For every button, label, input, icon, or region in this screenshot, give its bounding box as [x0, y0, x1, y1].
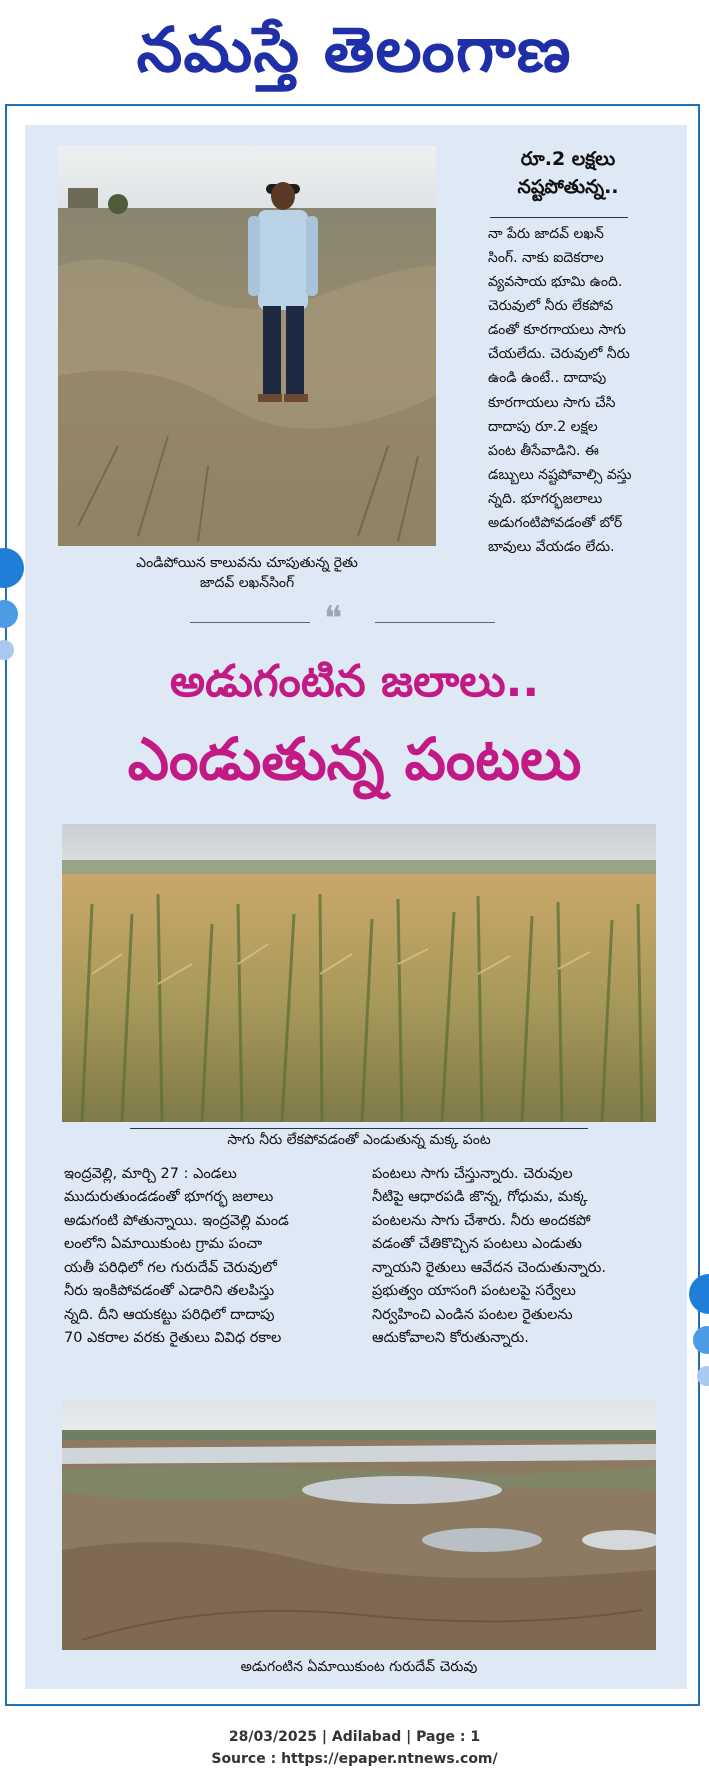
sidebar-line: ఉండి ఉంటే.. దాదాపు — [488, 370, 607, 387]
farmer-photo-image — [58, 146, 436, 546]
dried-tank-photo — [62, 1400, 656, 1650]
article-column-1 — [64, 1163, 349, 1351]
masthead — [0, 0, 709, 100]
article-line: నీటిపై ఆధారపడి జొన్న, గోధుమ, మక్క — [372, 1189, 588, 1206]
sidebar-line: దాదాపు రూ.2 లక్షల — [488, 418, 598, 435]
farmer-photo-caption — [58, 553, 436, 594]
maize-photo-caption: సాగు నీరు లేకపోవడంతో ఎండుతున్న మక్క పంట — [227, 1132, 491, 1148]
article-line: ఆదుకోవాలని కోరుతున్నారు. — [372, 1330, 529, 1347]
sidebar-heading-line: నష్టపోతున్న.. — [517, 175, 619, 198]
article-line: ప్రభుత్వం యాసంగి పంటలపై సర్వేలు — [372, 1283, 576, 1300]
separator-left — [190, 622, 310, 623]
article-line: పంటలను సాగు చేశారు. నీరు అందకపో — [372, 1212, 591, 1229]
sidebar-rule — [490, 217, 628, 218]
sidebar-line: డంతో కూరగాయలు సాగు — [488, 322, 626, 339]
maize-crop-image — [62, 824, 656, 1122]
sidebar-line: బావులు వేయడం లేదు. — [488, 539, 615, 556]
article-column-2 — [372, 1163, 658, 1351]
quote-mark-icon: ❝ — [324, 599, 343, 639]
caption-line: ఎండిపోయిన కాలువను చూపుతున్న రైతు — [136, 555, 358, 571]
article-line: న్నాయని రైతులు ఆవేదన చెందుతున్నారు. — [372, 1259, 607, 1276]
sidebar-line: నా పేరు జాదవ్ లఖన్ — [488, 226, 604, 242]
article-line: అడుగంటి పోతున్నాయి. ఇంద్రవెల్లి మండ — [64, 1212, 289, 1229]
sidebar-heading-line: రూ.2 లక్షలు — [520, 148, 616, 170]
separator-right — [375, 622, 495, 623]
article-line: లంలోని ఏమాయికుంట గ్రామ పంచా — [64, 1236, 263, 1253]
sidebar-line: చెరువులో నీరు లేకపోవ — [488, 298, 614, 315]
article-line: నీరు ఇంకిపోవడంతో ఎడారిని తలపిస్తు — [64, 1283, 275, 1300]
sidebar-line: సింగ్. నాకు ఐదెకరాల — [488, 250, 604, 267]
sidebar-line: వ్యవసాయ భూమి ఉంది. — [488, 274, 623, 291]
tank-photo-caption: అడుగంటిన ఏమాయికుంట గురుదేవ్ చెరువు — [240, 1659, 478, 1675]
sidebar-line: చేయలేదు. చెరువులో నీరు — [488, 346, 630, 363]
article-line: యతీ పరిధిలో గల గురుదేవ్ చెరువులో — [64, 1259, 277, 1276]
headline-line-2: ఎండుతున్న పంటలు — [127, 725, 582, 793]
footer-source: Source : https://epaper.ntnews.com/ — [211, 1751, 498, 1767]
sidebar-line: పంట తీసేవాడిని. ఈ — [488, 442, 599, 459]
sidebar-line: డబ్బులు నష్టపోవాల్సి వస్తు — [488, 466, 632, 483]
sidebar-line: అడుగంటిపోవడంతో బోర్ — [488, 514, 623, 531]
article-line: 70 ఎకరాల వరకు రైతులు వివిధ రకాల — [64, 1330, 282, 1347]
caption-line: జాదవ్ లఖన్‌సింగ్ — [199, 575, 295, 592]
article-line: న్నది. దీని ఆయకట్టు పరిధిలో దాదాపు — [64, 1306, 275, 1323]
article-line: వడంతో చేతికొచ్చిన పంటలు ఎండుతు — [372, 1236, 582, 1253]
maize-caption-rule — [130, 1128, 588, 1129]
newspaper-title: నమస్తే తెలంగాణ — [137, 13, 572, 86]
article-line: ముదురుతుండడంతో భూగర్భ జలాలు — [64, 1189, 274, 1206]
sidebar-heading — [488, 146, 648, 201]
sidebar-line: న్నది. భూగర్భజలాలు — [488, 490, 603, 507]
article-line: పంటలు సాగు చేస్తున్నారు. చెరువుల — [372, 1166, 573, 1182]
farmer-photo — [58, 146, 436, 546]
maize-crop-photo — [62, 824, 656, 1122]
dried-tank-image — [62, 1400, 656, 1650]
sidebar-body — [488, 222, 658, 559]
article-line: నిర్వహించి ఎండిన పంటల రైతులను — [372, 1306, 573, 1323]
article-line: ఇంద్రవెల్లి, మార్చి 27 : ఎండలు — [64, 1166, 237, 1182]
headline-line-1: అడుగంటిన జలాలు.. — [169, 656, 540, 707]
footer-date-edition: 28/03/2025 | Adilabad | Page : 1 — [228, 1729, 481, 1745]
sidebar-line: కూరగాయలు సాగు చేసి — [488, 394, 616, 411]
